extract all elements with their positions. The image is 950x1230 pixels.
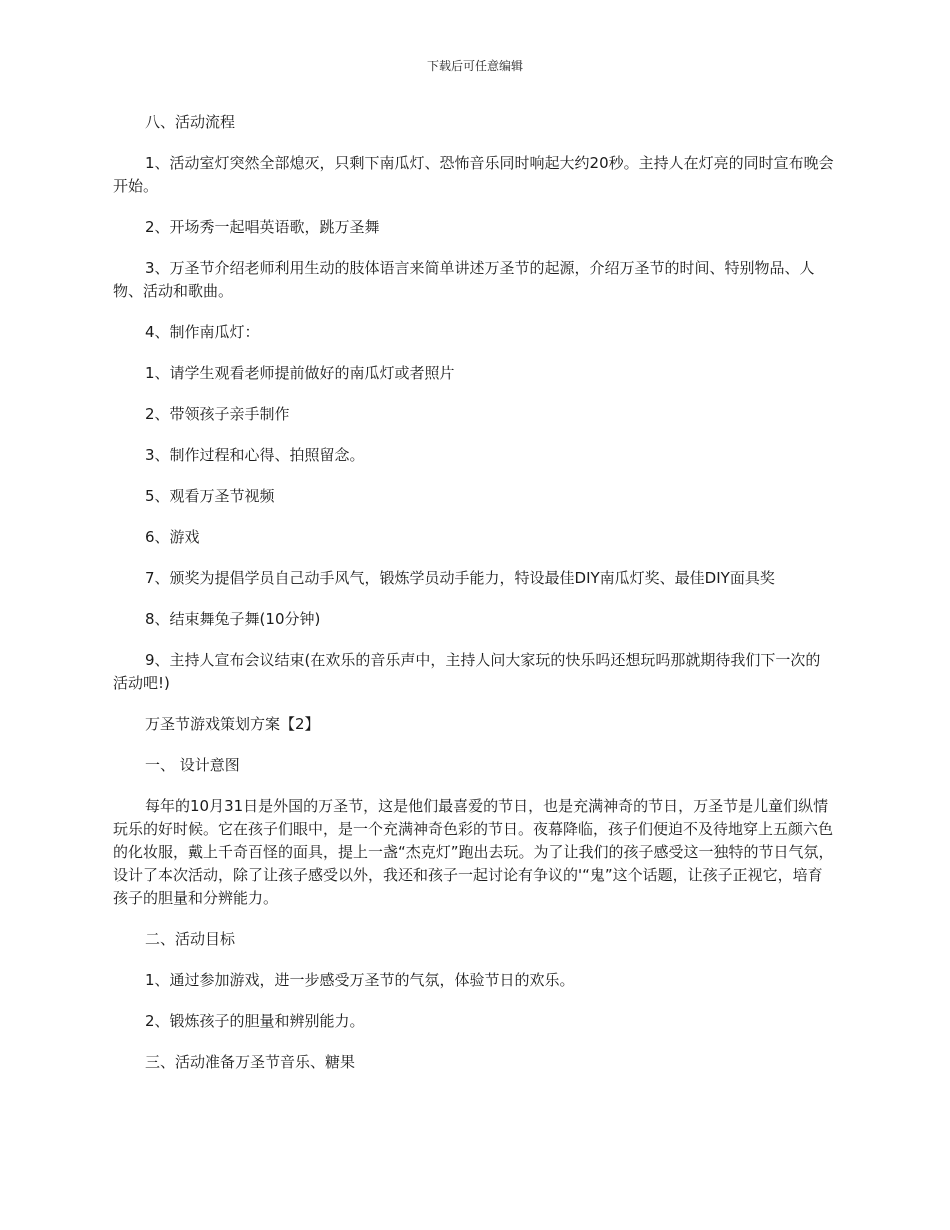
paragraph: 3、万圣节介绍老师利用生动的肢体语言来简单讲述万圣节的起源，介绍万圣节的时间、特别物品、人物、活动和歌曲。 — [113, 259, 815, 300]
paragraph: 6、游戏 — [145, 528, 200, 546]
section-heading-goals: 二、活动目标 — [145, 930, 236, 948]
section-heading-preparation: 三、活动准备万圣节音乐、糖果 — [145, 1053, 356, 1071]
paragraph: 9、主持人宣布会议结束(在欢乐的音乐声中，主持人问大家玩的快乐吗还想玩吗那就期待我们下一次的活动吧!) — [113, 651, 821, 692]
paragraph: 2、开场秀一起唱英语歌，跳万圣舞 — [145, 218, 380, 236]
paragraph: 1、活动室灯突然全部熄灭，只剩下南瓜灯、恐怖音乐同时响起大约20秒。主持人在灯亮的同时宣布晚会开始。 — [113, 154, 834, 195]
paragraph: 8、结束舞兔子舞(10分钟) — [145, 610, 321, 628]
paragraph: 4、制作南瓜灯： — [145, 323, 260, 341]
paragraph: 2、锻炼孩子的胆量和辨别能力。 — [145, 1012, 365, 1030]
paragraph: 5、观看万圣节视频 — [145, 487, 275, 505]
section-heading-design: 一、 设计意图 — [145, 756, 240, 774]
paragraph: 3、制作过程和心得、拍照留念。 — [145, 446, 365, 464]
paragraph: 7、颁奖为提倡学员自己动手风气，锻炼学员动手能力，特设最佳DIY南瓜灯奖、最佳DIY面具奖 — [145, 569, 775, 587]
document-body — [113, 111, 835, 1092]
page-header-note: 下载后可任意编辑 — [426, 59, 523, 73]
paragraph: 每年的10月31日是外国的万圣节，这是他们最喜爱的节日，也是充满神奇的节日，万圣节是儿童们纵情玩乐的好时候。它在孩子们眼中，是一个充满神奇色彩的节日。夜幕降临，孩子们便迫不及待地穿上五颜六色的化妆服，戴上千奇百怪的面具，提上一盏“杰克灯”跑出去玩。为了让我们的孩子感受这一独特的节日气氛，设计了本次活动，除了让孩子感受以外，我还和孩子一起讨论有争议的'“鬼”这个话题，让孩子正视它，培育孩子的胆量和分辨能力。 — [113, 797, 834, 907]
paragraph: 2、带领孩子亲手制作 — [145, 405, 290, 423]
section-heading-process: 八、活动流程 — [145, 113, 236, 131]
paragraph: 1、请学生观看老师提前做好的南瓜灯或者照片 — [145, 364, 455, 382]
section-title-plan-2: 万圣节游戏策划方案【2】 — [145, 715, 320, 733]
paragraph: 1、通过参加游戏，进一步感受万圣节的气氛，体验节日的欢乐。 — [145, 971, 575, 989]
